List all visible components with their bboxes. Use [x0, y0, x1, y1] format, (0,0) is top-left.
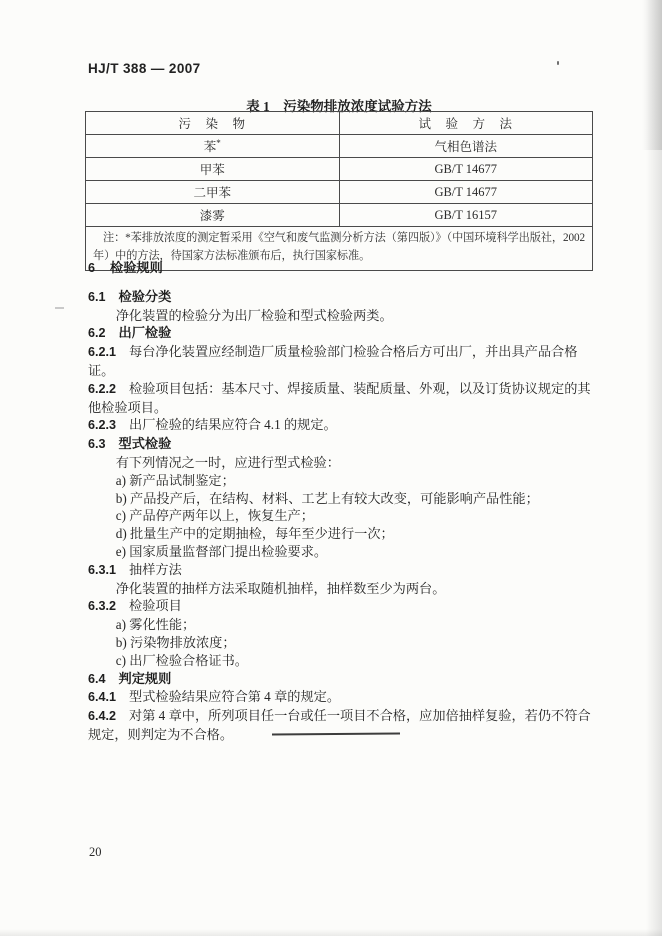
method-cell: GB/T 14677 — [339, 158, 593, 181]
pollutant-cell: 漆雾 — [86, 204, 340, 227]
paragraph — [88, 307, 594, 325]
method-cell: GB/T 16157 — [339, 204, 593, 227]
clause-number: 6.4 — [88, 671, 106, 686]
subsection-heading — [88, 324, 594, 343]
clause-number: 6.4.2 — [88, 709, 117, 724]
clause-number: 6.3 — [88, 437, 106, 452]
list-item — [116, 634, 594, 652]
pollutant-cell: 苯* — [86, 135, 340, 158]
table-row — [86, 181, 593, 204]
clause — [88, 688, 594, 707]
clause-text: 出厂检验的结果应符合 4.1 的规定。 — [129, 417, 337, 433]
table-header — [86, 112, 593, 135]
clause-text: 判定规则 — [118, 670, 172, 686]
clause-number: 6.3.2 — [88, 599, 117, 614]
clause-number: 6.3.1 — [88, 562, 117, 577]
clause-text: c) 出厂检验合格证书。 — [115, 652, 248, 668]
footnote-marker: * — [216, 137, 221, 148]
paragraph — [88, 454, 594, 472]
table-row — [86, 204, 593, 227]
subsection-heading — [88, 435, 594, 454]
clause-text: e) 国家质量监督部门提出检验要求。 — [115, 543, 328, 559]
clause-number: 6.1 — [88, 289, 106, 304]
list-item — [116, 525, 594, 543]
section-heading — [88, 259, 594, 278]
list-item — [116, 507, 594, 525]
clause — [88, 343, 594, 380]
scan-speck — [557, 61, 559, 65]
clause-text: 净化装置的检验分为出厂检验和型式检验两类。 — [115, 307, 393, 323]
test-method-table — [85, 111, 593, 271]
subsection-heading — [88, 288, 594, 307]
content-blocks — [88, 259, 594, 744]
clause-text: 净化装置的抽样方法采取随机抽样，抽样数至少为两台。 — [115, 580, 446, 596]
col-header-method: 试 验 方 法 — [339, 112, 593, 135]
list-item — [116, 490, 594, 508]
list-item — [116, 652, 594, 670]
method-cell: GB/T 14677 — [339, 181, 593, 204]
clause-text: 型式检验 — [118, 436, 172, 452]
clause-text: a) 雾化性能； — [115, 617, 196, 633]
paragraph — [88, 580, 594, 598]
clause-text: b) 产品投产后，在结构、材料、工艺上有较大改变，可能影响产品性能； — [115, 490, 539, 506]
subclause-heading — [88, 561, 594, 580]
clause — [88, 707, 594, 744]
clause-number: 6.2.3 — [88, 418, 117, 433]
table-title: 表 1 污染物排放浓度试验方法 — [246, 99, 432, 114]
subsection-heading — [88, 670, 594, 689]
doc-code: HJ/T 388 — 2007 — [88, 61, 201, 76]
clause-text: 抽样方法 — [129, 561, 182, 577]
clause-text: 检验项目 — [129, 598, 182, 614]
clause — [88, 380, 594, 417]
clause — [88, 416, 594, 435]
table-row — [86, 158, 593, 181]
clause-number: 6.2 — [88, 326, 106, 341]
clause-text: 检验规则 — [110, 260, 163, 275]
pollutant-cell: 甲苯 — [86, 158, 340, 181]
clause-text: 对第 4 章中，所列项目任一台或任一项目不合格，应加倍抽样复验，若仍不符合规定，则判定为不合格。 — [88, 708, 591, 742]
clause-text: a) 新产品试制鉴定； — [115, 472, 235, 488]
scan-edge-bottom — [0, 929, 662, 936]
clause-text: 每台净化装置应经制造厂质量检验部门检验合格后方可出厂，并出具产品合格证。 — [88, 344, 578, 378]
list-item — [116, 472, 594, 490]
clause-number: 6 — [88, 261, 96, 275]
scan-dash-artifact — [55, 307, 64, 309]
col-header-pollutant: 污 染 物 — [86, 112, 340, 135]
clause-text: 出厂检验 — [118, 325, 172, 341]
clause-text: d) 批量生产中的定期抽检，每年至少进行一次； — [115, 526, 394, 542]
table-header-row — [86, 112, 593, 135]
list-item — [116, 616, 594, 634]
list-item — [116, 543, 594, 561]
clause-text: c) 产品停产两年以上，恢复生产； — [115, 508, 314, 524]
clause-number: 6.2.1 — [88, 345, 117, 360]
page-number: 20 — [89, 845, 102, 859]
clause-text: 有下列情况之一时，应进行型式检验： — [115, 454, 340, 470]
clause-number: 6.2.2 — [88, 381, 117, 396]
scan-edge-right-top — [642, 0, 662, 150]
table-row — [86, 135, 593, 158]
clause-text: b) 污染物排放浓度； — [115, 634, 236, 650]
method-cell: 气相色谱法 — [339, 135, 593, 158]
clause-text: 检验项目包括：基本尺寸、焊接质量、装配质量、外观，以及订货协议规定的其他检验项目。 — [88, 380, 591, 415]
clause-text: 检验分类 — [118, 288, 172, 304]
pollutant-cell: 二甲苯 — [86, 181, 340, 204]
table-note: 注：*苯排放浓度的测定暂采用《空气和废气监测分析方法（第四版）》（中国环境科学出版社，2002 年）中的方法，待国家方法标准颁布后，执行国家标准。 — [86, 227, 593, 271]
clause-text: 型式检验结果应符合第 4 章的规定。 — [129, 689, 341, 705]
clause-number: 6.4.1 — [88, 690, 117, 705]
table-body — [86, 135, 593, 227]
subclause-heading — [88, 597, 594, 616]
